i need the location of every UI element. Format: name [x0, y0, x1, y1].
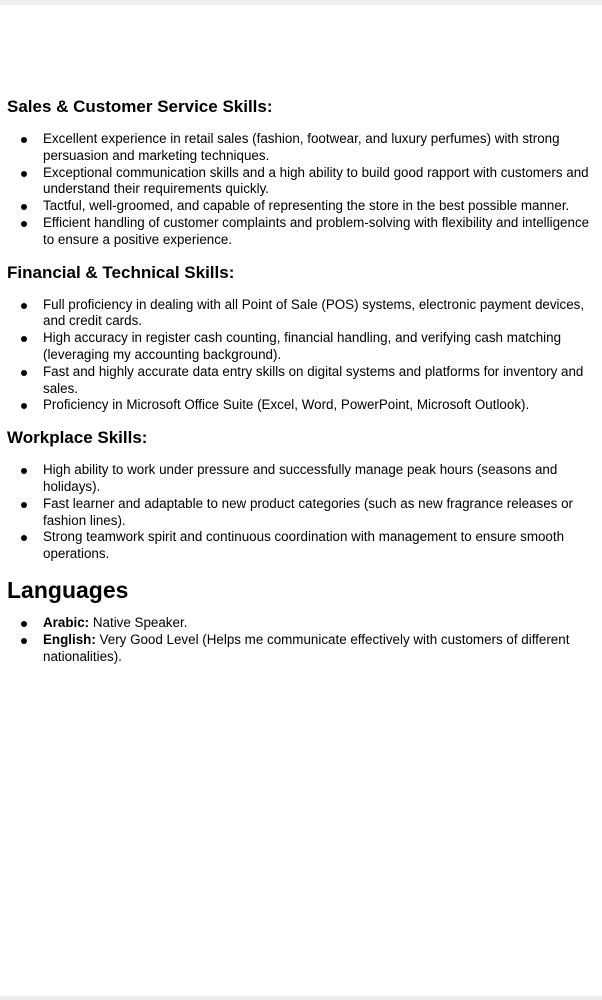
list-item	[7, 215, 592, 249]
list-item	[7, 131, 592, 165]
list-item	[7, 529, 592, 563]
list-item-text: High ability to work under pressure and successfully manage peak hours (seasons and holidays).	[43, 462, 558, 494]
list-item-text: Fast learner and adaptable to new product categories (such as new fragrance releases or fashion lines).	[43, 495, 573, 528]
bullet-list	[7, 615, 592, 665]
bullet-list	[7, 131, 592, 249]
section-title: Workplace Skills:	[7, 428, 148, 448]
list-item-text: Tactful, well-groomed, and capable of representing the store in the best possible manner.	[43, 198, 570, 214]
list-item	[7, 615, 592, 632]
page-top-edge	[0, 0, 602, 5]
bullet-icon	[21, 403, 27, 409]
bullet-icon	[21, 621, 27, 627]
bullet-icon	[21, 336, 27, 342]
list-item-text: Full proficiency in dealing with all Point of Sale (POS) systems, electronic payment devices, and credit cards.	[43, 296, 585, 329]
list-item	[7, 165, 592, 199]
section-title: Sales & Customer Service Skills:	[7, 97, 273, 116]
bullet-icon	[21, 370, 27, 376]
list-item-text: High accuracy in register cash counting, financial handling, and verifying cash matching (leveraging my accounting background).	[43, 330, 562, 362]
list-item-text: Excellent experience in retail sales (fashion, footwear, and luxury perfumes) with strong persuasion and marketing techniques.	[43, 131, 560, 163]
language-level: Very Good Level (Helps me communicate effectively with customers of different nationalities).	[43, 631, 570, 664]
bullet-list	[7, 462, 592, 563]
bullet-icon	[21, 303, 27, 309]
language-name: English:	[43, 631, 96, 647]
list-item	[7, 397, 592, 414]
list-item	[7, 198, 592, 215]
bullet-icon	[21, 171, 27, 177]
bullet-icon	[21, 468, 27, 474]
section-sales-customer-service	[7, 96, 592, 249]
bullet-icon	[21, 502, 27, 508]
list-item	[7, 330, 592, 364]
section-title: Financial & Technical Skills:	[7, 262, 235, 282]
section-languages	[7, 576, 592, 665]
list-item-text: Proficiency in Microsoft Office Suite (Excel, Word, PowerPoint, Microsoft Outlook).	[43, 397, 530, 413]
list-item-text: Efficient handling of customer complaints and problem-solving with flexibility and intelligence to ensure a positive experience.	[43, 214, 590, 247]
bullet-icon	[21, 137, 27, 143]
list-item-text: Fast and highly accurate data entry skills on digital systems and platforms for inventory and sales.	[43, 363, 584, 396]
list-item	[7, 632, 592, 666]
list-item-text: Strong teamwork spirit and continuous coordination with management to ensure smooth operations.	[43, 529, 565, 562]
bullet-icon	[21, 535, 27, 541]
list-item-text: Exceptional communication skills and a high ability to build good rapport with customers and understand their requirements quickly.	[43, 164, 589, 197]
list-item	[7, 462, 592, 496]
list-item	[7, 496, 592, 530]
section-workplace	[7, 427, 592, 563]
bullet-icon	[21, 204, 27, 210]
language-name: Arabic:	[43, 614, 90, 630]
list-item	[7, 297, 592, 331]
list-item	[7, 364, 592, 398]
language-level: Native Speaker.	[89, 614, 188, 630]
section-title: Languages	[7, 576, 129, 603]
page-bottom-edge	[0, 996, 602, 1000]
section-financial-technical	[7, 262, 592, 415]
document-body	[7, 96, 592, 678]
bullet-icon	[21, 638, 27, 644]
bullet-list	[7, 297, 592, 415]
bullet-icon	[21, 221, 27, 227]
